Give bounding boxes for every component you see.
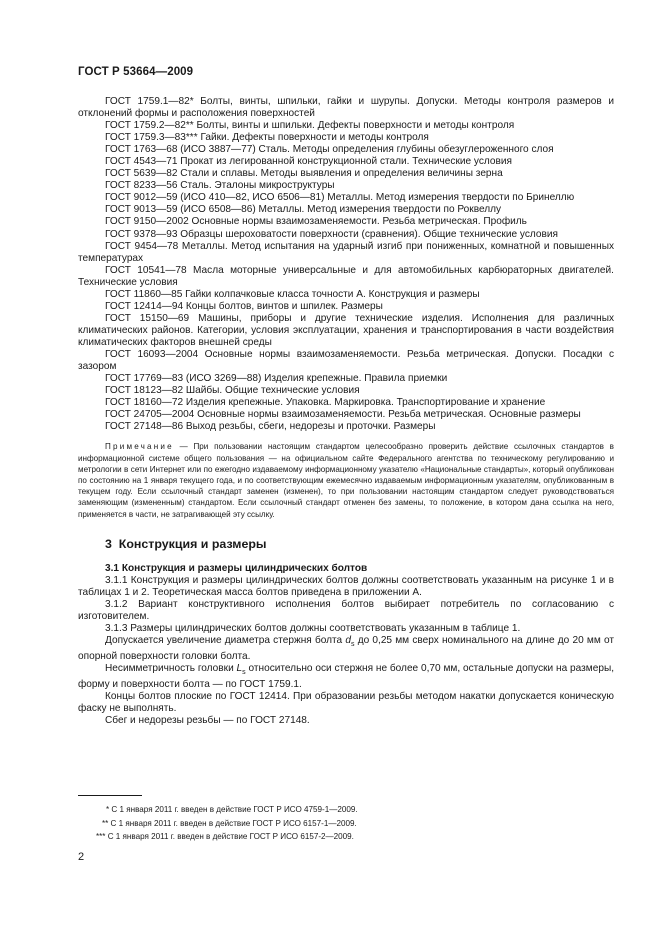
footnote: * С 1 января 2011 г. введен в действие ГОСТ Р ИСО 4759-1—2009. [106, 805, 358, 814]
reference-item: ГОСТ 1759.3—83*** Гайки. Дефекты поверхности и методы контроля [105, 132, 429, 144]
page-body [78, 96, 614, 727]
paragraph-3-1-1: 3.1.1 Конструкция и размеры цилиндрических болтов должны соответствовать указанным на рисунке 1 и в таблицах 1 и 2. Теоретическая масса болтов приведена в приложении А. [78, 574, 614, 598]
reference-item: ГОСТ 24705—2004 Основные нормы взаимозаменяемости. Резьба метрическая. Основные размеры [105, 409, 581, 421]
symbol-subscript: s [242, 669, 246, 677]
paragraph-3-1-3: 3.1.3 Размеры цилиндрических болтов должны соответствовать указанным в таблице 1. [105, 623, 521, 635]
reference-item: ГОСТ 1759.2—82** Болты, винты и шпильки. Дефекты поверхности и методы контроля [105, 120, 515, 132]
reference-item: ГОСТ 17769—83 (ИСО 3269—88) Изделия крепежные. Правила приемки [105, 373, 448, 385]
reference-item: ГОСТ 18160—72 Изделия крепежные. Упаковка. Маркировка. Транспортирование и хранение [105, 397, 546, 409]
reference-item: ГОСТ 9013—59 (ИСО 6508—86) Металлы. Метод измерения твердости по Роквеллу [105, 204, 502, 216]
section-heading [105, 538, 614, 550]
paragraph-bolt-ends: Концы болтов плоские по ГОСТ 12414. При образовании резьбы методом накатки допускается коническую фаску не выполнять. [78, 691, 614, 715]
reference-item: ГОСТ 4543—71 Прокат из легированной конструкционной стали. Технические условия [105, 156, 512, 168]
reference-item: ГОСТ 9150—2002 Основные нормы взаимозаменяемости. Резьба метрическая. Профиль [105, 216, 527, 228]
reference-item: ГОСТ 8233—56 Сталь. Эталоны микроструктуры [105, 180, 335, 192]
footnotes [78, 803, 614, 844]
reference-item: ГОСТ 16093—2004 Основные нормы взаимозаменяемости. Резьба метрическая. Допуски. Посадки с зазором [78, 348, 614, 373]
footnote: *** С 1 января 2011 г. введен в действие ГОСТ Р ИСО 6157-2—2009. [96, 832, 354, 841]
footnote: ** С 1 января 2011 г. введен в действие ГОСТ Р ИСО 6157-1—2009. [102, 818, 357, 828]
symbol-l: L [236, 663, 243, 675]
reference-item: ГОСТ 9454—78 Металлы. Метод испытания на ударный изгиб при пониженных, комнатной и повышенных температурах [78, 240, 614, 264]
footnote-divider [78, 795, 142, 796]
reference-item: ГОСТ 1763—68 (ИСО 3887—77) Сталь. Методы определения глубины обезуглероженного слоя [105, 144, 554, 156]
reference-item: ГОСТ 18123—82 Шайбы. Общие технические условия [105, 385, 360, 397]
paragraph-diameter-tolerance: Допускается увеличение диаметра стержня болта $d_s$ до 0,25 мм сверх номинального на длине до 20 мм от опорной поверхности головки болта. [78, 635, 614, 663]
note-text: — При пользовании настоящим стандартом целесообразно проверить действие ссылочных стандартов в информационной системе общего пользования — на официальном сайте Федерального агентства по техническому регулированию и метрологии в сети Интернет или по ежегодно издаваемому информационному указателю «Национальные стандарты», который опубликован по состоянию на 1 января текущего года, и по соответствующим ежемесячно издаваемым информационным указателям, опубликованным в текущем году. Если ссылочный стандарт заменен (изменен), то при пользовании настоящим стандартом следует руководствоваться заменяющим (измененным) стандартом. Если ссылочный стандарт отменен без замены, то положение, в котором дана ссылка на него, применяется в части, не затрагивающей эту ссылку. [78, 442, 614, 519]
note-label: Примечание [105, 442, 174, 452]
reference-list [78, 96, 614, 433]
page-number: 2 [78, 851, 85, 863]
reference-item: ГОСТ 10541—78 Масла моторные универсальные и для автомобильных карбюраторных двигателей. Технические условия [78, 264, 614, 288]
reference-item: ГОСТ 5639—82 Стали и сплавы. Методы выявления и определения величины зерна [105, 168, 503, 180]
symbol-d: d [345, 635, 351, 647]
reference-item: ГОСТ 12414—94 Концы болтов, винтов и шпилек. Размеры [105, 300, 383, 312]
reference-item: ГОСТ 9378—93 Образцы шероховатости поверхности (сравнения). Общие технические условия [105, 228, 558, 240]
reference-item: ГОСТ 27148—86 Выход резьбы, сбеги, недорезы и проточки. Размеры [105, 421, 436, 433]
reference-item: ГОСТ 1759.1—82* Болты, винты, шпильки, гайки и шурупы. Допуски. Методы контроля размеров и отклонений формы и расположения поверхностей [78, 96, 614, 120]
reference-item: ГОСТ 15150—69 Машины, приборы и другие технические изделия. Исполнения для различных климатических районов. Категории, условия эксплуатации, хранения и транспортирования в части воздействия климатических факторов внешней среды [78, 312, 614, 348]
section-number: 3 [105, 536, 112, 551]
reference-note [78, 441, 614, 519]
paragraph-thread-runout: Сбег и недорезы резьбы — по ГОСТ 27148. [105, 715, 310, 727]
paragraph-head-asymmetry: Несимметричность головки $L_s$ относительно оси стержня не более 0,70 мм, остальные допуски на размеры, форму и поверхности болта — по ГОСТ 1759.1. [78, 663, 614, 691]
reference-item: ГОСТ 9012—59 (ИСО 410—82, ИСО 6506—81) Металлы. Метод измерения твердости по Бринеллю [105, 192, 575, 204]
subsection-heading: 3.1 Конструкция и размеры цилиндрических болтов [105, 562, 368, 574]
section-title: Конструкция и размеры [118, 536, 267, 551]
paragraph-3-1-2: 3.1.2 Вариант конструктивного исполнения болтов выбирает потребитель по согласованию с изготовителем. [78, 598, 614, 622]
document-header: ГОСТ Р 53664—2009 [78, 66, 194, 78]
reference-item: ГОСТ 11860—85 Гайки колпачковые класса точности А. Конструкция и размеры [105, 288, 480, 300]
symbol-subscript: s [350, 641, 355, 649]
